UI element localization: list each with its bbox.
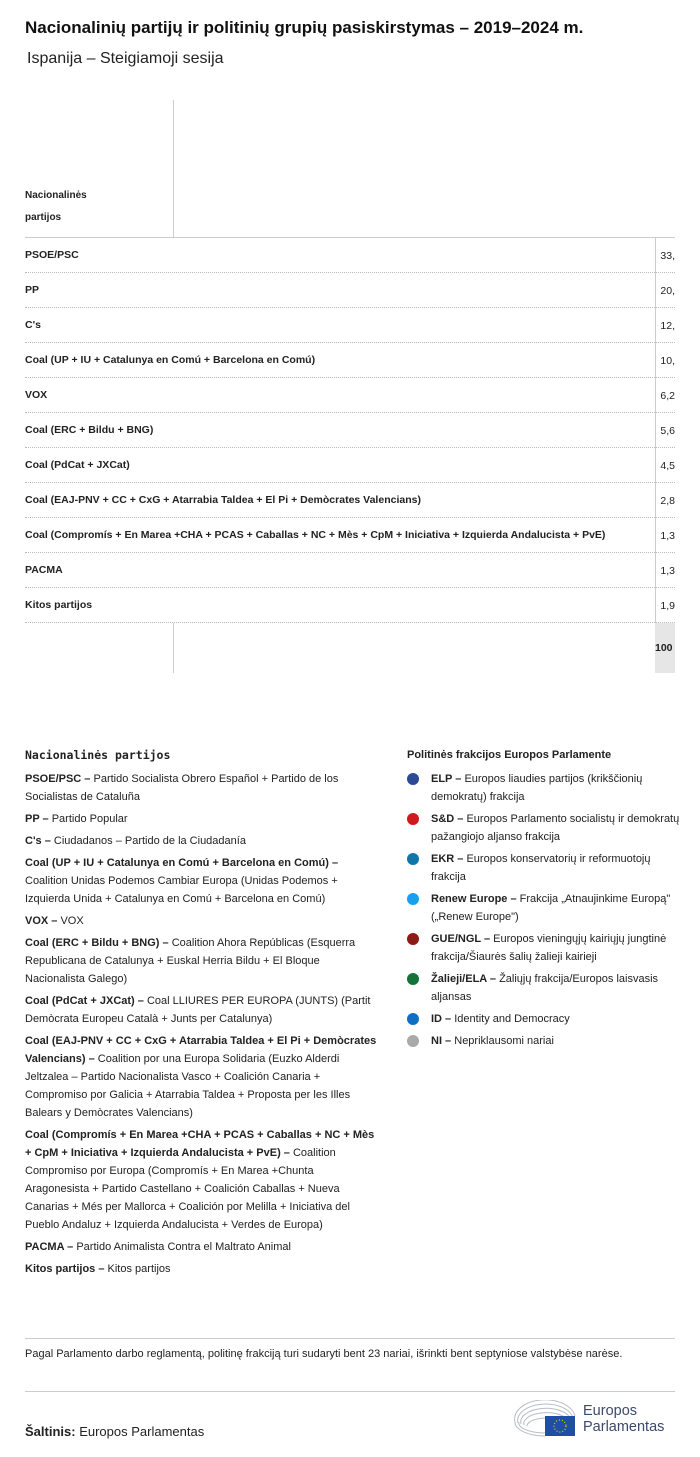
party-full-name: Ciudadanos – Partido de la Ciudadanía [53,835,246,847]
table-row [25,483,675,518]
groups-legend-title: Politinės frakcijos Europos Parlamente [407,749,612,761]
party-full-name: Coal LLIURES PER EUROPA (JUNTS) (Partit Demòcrata Europeu Català + Junts per Catalunya) [25,995,371,1025]
page-title: Nacionalinių partijų ir politinių grupių pasiskirstymas – 2019–2024 m. [25,18,584,37]
group-color-dot-icon [407,773,419,785]
party-full-name: Kitos partijos [107,1263,171,1275]
group-legend-item [407,970,682,1006]
party-abbr: Coal (UP + IU + Catalunya en Comú + Barcelona en Comú) – [25,857,339,869]
party-value: 5,6 [655,413,675,448]
party-name: C's [25,319,41,331]
table-row [25,378,675,413]
parliament-hemicycle-icon [513,1400,577,1438]
party-legend-item [25,1238,380,1256]
party-legend-item [25,1032,380,1122]
group-color-dot-icon [407,973,419,985]
party-value: 10, [655,343,675,378]
party-name: PSOE/PSC [25,249,79,261]
party-name: Coal (PdCat + JXCat) [25,459,130,471]
divider [25,1338,675,1339]
party-legend-item [25,810,380,828]
group-full-name: Europos vieningųjų kairiųjų jungtinė frakcija/Šiaurės šalių žalieji kairieji [431,933,667,963]
party-full-name: Partido Socialista Obrero Español + Partido de los Socialistas de Cataluña [25,773,339,803]
party-name: PACMA [25,564,63,576]
table-row [25,553,675,588]
party-abbr: VOX – [25,915,58,927]
page-subtitle: Ispanija – Steigiamoji sesija [27,50,224,67]
table-row [25,273,675,308]
group-color-dot-icon [407,893,419,905]
party-full-name: Coalition por una Europa Solidaria (Euzko Alderdi Jeltzalea – Partido Nacionalista Vasco + Coalición Canaria + Compromiso por Galicia + Atarrabia Taldea + Proposta per les Illes Balears y Demòcrates Valencians) [25,1053,351,1119]
party-abbr: PP – [25,813,49,825]
total-value: 100 [655,623,675,673]
parties-legend-title: Nacionalinės partijos [25,748,171,762]
party-value: 4,5 [655,448,675,483]
party-name: Kitos partijos [25,599,93,611]
group-color-dot-icon [407,1035,419,1047]
party-value: 6,2 [655,378,675,413]
party-abbr: Coal (EAJ-PNV + CC + CxG + Atarrabia Taldea + El Pi + Demòcrates Valencians) – [25,1035,377,1065]
party-name: VOX [25,389,48,401]
source-value: Europos Parlamentas [75,1424,205,1439]
party-value: 20, [655,273,675,308]
party-value: 33, [655,238,675,273]
logo-line1: Europos [583,1403,638,1419]
column-header: Nacionalinės partijos [25,190,87,223]
party-full-name: VOX [60,915,84,927]
party-full-name: Partido Popular [51,813,128,825]
party-legend-item [25,1126,380,1234]
group-legend-item [407,850,682,886]
source-label: Šaltinis: [25,1424,76,1439]
table-row [25,448,675,483]
party-value: 2,8 [655,483,675,518]
group-legend-item [407,770,682,806]
party-abbr: Coal (Compromís + En Marea +CHA + PCAS + Caballas + NC + Mès + CpM + Iniciativa + Izquierda Andalucista + PvE) – [25,1129,375,1159]
table-row [25,238,675,273]
party-abbr: Coal (ERC + Bildu + BNG) – [25,937,169,949]
group-full-name: Identity and Democracy [454,1013,570,1025]
group-color-dot-icon [407,933,419,945]
group-legend-item [407,930,682,966]
group-abbr: ID – [431,1013,452,1025]
party-legend-item [25,832,380,850]
party-abbr: PSOE/PSC – [25,773,91,785]
logo-line2: Parlamentas [583,1419,665,1435]
party-name: Coal (EAJ-PNV + CC + CxG + Atarrabia Taldea + El Pi + Demòcrates Valencians) [25,494,421,506]
group-full-name: Nepriklausomi nariai [454,1035,554,1047]
group-legend-item [407,1032,682,1050]
group-abbr: Žalieji/ELA – [431,973,497,985]
party-full-name: Coalition Ahora Repúblicas (Esquerra Republicana de Catalunya + Euskal Herria Bildu + El Bloque Nacionalista Galego) [25,937,356,985]
group-abbr: GUE/NGL – [431,933,491,945]
source [25,1424,204,1439]
group-abbr: ELP – [431,773,462,785]
table-row [25,588,675,623]
divider [25,1391,675,1392]
party-full-name: Partido Animalista Contra el Maltrato Animal [76,1241,291,1253]
party-abbr: Kitos partijos – [25,1263,105,1275]
party-abbr: C's – [25,835,51,847]
party-legend-item [25,934,380,988]
group-legend-item [407,810,682,846]
party-value: 12, [655,308,675,343]
group-full-name: Europos Parlamento socialistų ir demokratų pažangiojo aljanso frakcija [431,813,680,843]
party-value: 1,3 [655,553,675,588]
ep-logo [513,1400,664,1438]
party-full-name: Coalition Unidas Podemos Cambiar Europa (Unidas Podemos + Izquierda Unida + Catalunya en Comú + Barcelona en Comú) [25,875,338,905]
party-legend-item [25,1260,380,1278]
group-color-dot-icon [407,1013,419,1025]
group-abbr: Renew Europe – [431,893,517,905]
group-color-dot-icon [407,853,419,865]
party-abbr: PACMA – [25,1241,74,1253]
party-legend-item [25,992,380,1028]
group-full-name: Europos konservatorių ir reformuotojų frakcija [431,853,651,883]
group-full-name: Žaliųjų frakcija/Europos laisvasis aljansas [431,973,659,1003]
table-row [25,413,675,448]
party-legend-item [25,854,380,908]
party-legend-item [25,912,380,930]
party-name: Coal (ERC + Bildu + BNG) [25,424,154,436]
group-abbr: S&D – [431,813,464,825]
group-abbr: NI – [431,1035,452,1047]
table-row [25,518,675,553]
party-abbr: Coal (PdCat + JXCat) – [25,995,144,1007]
footnote: Pagal Parlamento darbo reglamentą, politinę frakciją turi sudaryti bent 23 nariai, išrinkti bent septyniose valstybėse narėse. [25,1348,623,1360]
party-name: Coal (UP + IU + Catalunya en Comú + Barcelona en Comú) [25,354,316,366]
groups-legend [407,746,682,1054]
group-color-dot-icon [407,813,419,825]
group-full-name: Europos liaudies partijos (krikščionių demokratų) frakcija [431,773,643,803]
party-name: Coal (Compromís + En Marea +CHA + PCAS + Caballas + NC + Mès + CpM + Iniciativa + Izquierda Andalucista + PvE) [25,529,606,541]
party-value: 1,3 [655,518,675,553]
group-legend-item [407,1010,682,1028]
group-full-name: Frakcija „Atnaujinkime Europą" („Renew Europe") [431,893,671,923]
table-row [25,343,675,378]
party-full-name: Coalition Compromiso por Europa (Compromís + En Marea +Chunta Aragonesista + Partido Castellano + Coalición Caballas + Nueva Canarias + Més per Mallorca + Coalición por Melilla + Iniciativa del Pueblo Andaluz + Izquierda Andalucista + Verdes de Europa) [25,1147,350,1231]
party-legend-item [25,770,380,806]
party-name: PP [25,284,40,296]
parties-legend [25,746,380,1282]
group-legend-item [407,890,682,926]
group-abbr: EKR – [431,853,464,865]
table-row [25,308,675,343]
party-value: 1,9 [655,588,675,623]
party-table [25,237,675,623]
table-header [25,100,675,237]
total-row [25,623,675,673]
